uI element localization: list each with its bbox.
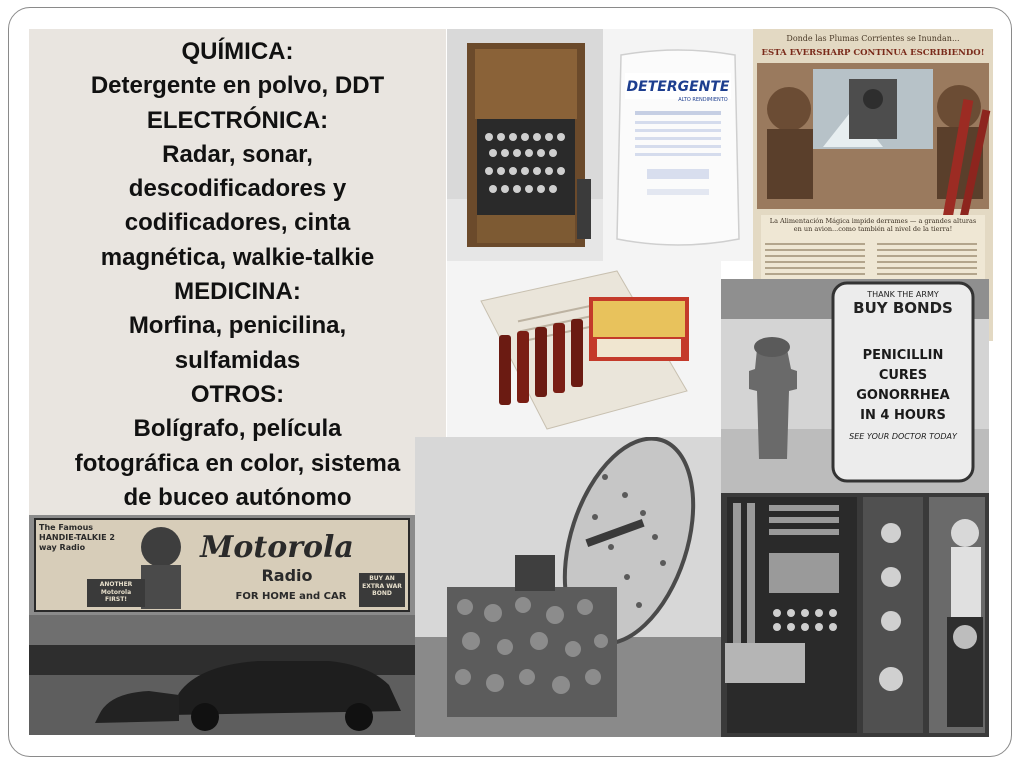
motorola-billboard-photo <box>29 515 415 735</box>
category-quimica: QUÍMICA: <box>181 38 294 65</box>
radar-antenna-photo <box>415 437 721 737</box>
quimica-items: Detergente en polvo, DDT <box>90 72 385 100</box>
category-medicina: MEDICINA: <box>174 278 301 306</box>
penicillin-line-2: CURES <box>878 368 928 383</box>
penicillin-line-1: PENICILLIN <box>862 348 944 363</box>
medicina-items-1: Morfina, penicilina, <box>128 312 347 340</box>
motorola-left-text: The Famous HANDIE-TALKIE 2 way Radio <box>39 523 115 552</box>
motorola-brand: Motorola <box>200 530 354 565</box>
penicillin-line-4: IN 4 HOURS <box>860 408 946 423</box>
motorola-radio: Radio <box>261 566 313 585</box>
penicillin-poster-photo <box>721 279 989 493</box>
text-lines <box>29 35 446 515</box>
detergent-label: DETERGENTE <box>626 79 730 95</box>
detergent-sublabel: ALTO RENDIMIENTO <box>678 97 728 103</box>
colossus-computer-photo <box>721 493 989 737</box>
electronica-items-2: descodificadores y <box>128 175 347 203</box>
eversharp-caption: La Alimentación Mágica impide derrames — a grandes alturas en un avion...como también al nivel de la tierra! <box>769 217 977 233</box>
motorola-another: ANOTHER Motorola FIRST! <box>99 581 133 603</box>
penicillin-line-5: SEE YOUR DOCTOR TODAY <box>849 432 957 441</box>
eversharp-header-2: ESTA EVERSHARP CONTINUA ESCRIBIENDO! <box>761 48 985 58</box>
penicillin-banner: BUY BONDS <box>853 299 953 317</box>
otros-items-2: fotográfica en color, sistema <box>74 449 401 477</box>
penicillin-top: THANK THE ARMY <box>867 290 939 299</box>
penicillin-line-3: GONORRHEA <box>856 388 950 403</box>
detergent-bag-photo <box>603 29 753 261</box>
otros-items-1: Bolígrafo, película <box>133 415 342 443</box>
electronica-items-4: magnética, walkie-talkie <box>100 243 375 271</box>
text-panel <box>29 29 446 515</box>
medicina-items-2: sulfamidas <box>174 346 301 374</box>
eversharp-header-1: Donde las Plumas Corrientes se Inundan... <box>786 34 960 43</box>
enigma-machine-photo <box>447 29 603 261</box>
motorola-buy-war: BUY AN EXTRA WAR BOND <box>362 575 402 597</box>
ampoules-photo <box>447 261 721 437</box>
electronica-items-1: Radar, sonar, <box>162 140 313 168</box>
motorola-for-home: FOR HOME and CAR <box>235 591 347 602</box>
otros-items-3: de buceo autónomo <box>123 483 352 511</box>
category-otros: OTROS: <box>190 380 285 408</box>
electronica-items-3: codificadores, cinta <box>124 209 351 237</box>
category-electronica: ELECTRÓNICA: <box>146 106 329 134</box>
